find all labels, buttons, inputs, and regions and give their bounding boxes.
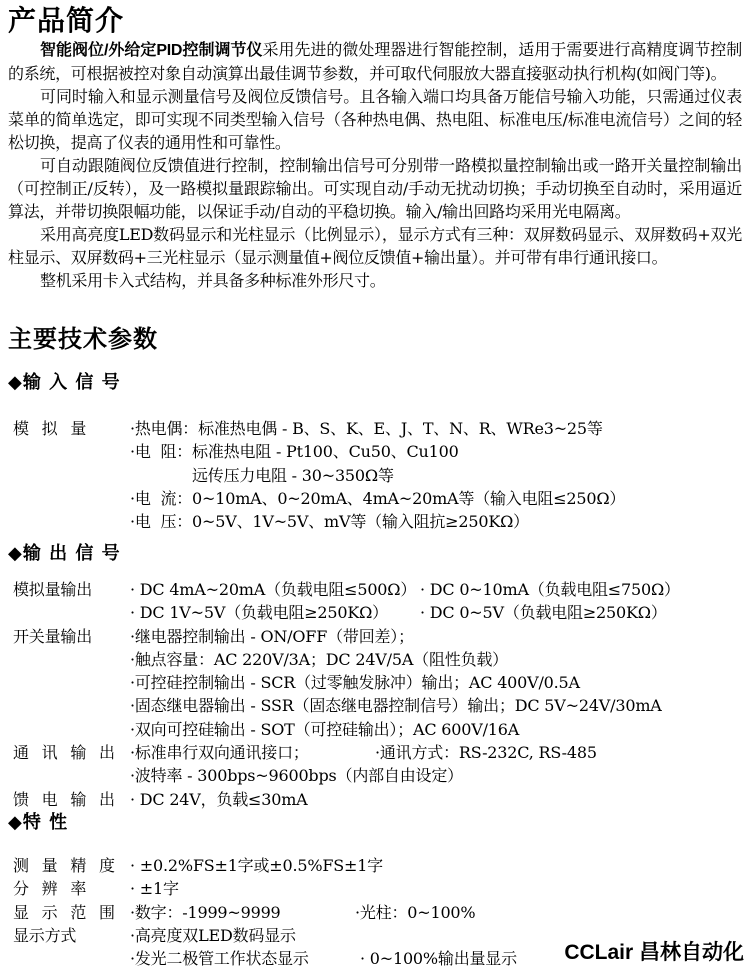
spec-line-dc-current-outputs [130, 578, 742, 601]
intro-paragraph-4: 采用高亮度LED数码显示和光柱显示（比例显示），显示方式有三种：双屏数码显示、双屏数码+双光柱显示、双屏数码+三光柱显示（显示测量值+阀位反馈值+输出量）。并可带有串行通讯接口。 [8, 225, 742, 267]
spec-label-display-mode: 显示方式 [13, 925, 77, 945]
spec-row-switch-output [8, 625, 742, 741]
dc-4-20ma: · DC 4mA~20mA（负载电阻≤500Ω） [130, 580, 417, 599]
spec-label-switch-output: 开关量输出 [13, 626, 93, 646]
spec-line-current: ·电 流：0~10mA、0~20mA、4mA~20mA等（输入电阻≤250Ω） [130, 488, 626, 508]
spec-values-resolution [130, 877, 742, 900]
spec-line-serial-interface [130, 741, 742, 764]
spec-line-contact-capacity: ·触点容量：AC 220V/3A；DC 24V/5A（阻性负载） [130, 649, 508, 669]
spec-row-display-range [8, 901, 742, 924]
spec-row-accuracy [8, 854, 742, 877]
intro-section [8, 38, 742, 292]
spec-values-comm-output [130, 741, 742, 788]
spec-line-display-range [130, 901, 742, 924]
section-title-tech-params: 主要技术参数 [8, 326, 158, 353]
page-title: 产品简介 [8, 5, 125, 36]
output-quantity-display: · 0~100%输出量显示 [360, 949, 517, 969]
spec-values-display-range [130, 901, 742, 924]
serial-interface: ·标准串行双向通讯接口； [130, 743, 309, 763]
brand-logo: CCLair 昌林自动化 [564, 941, 744, 964]
spec-label-feed-output: 馈 电 输 出 [13, 789, 115, 809]
spec-label-accuracy: 测 量 精 度 [13, 856, 115, 875]
spec-label-analog-quantity: 模 拟 量 [13, 419, 87, 438]
spec-values-switch-output [130, 625, 742, 741]
intro-paragraph-3: 可自动跟随阀位反馈值进行控制，控制输出信号可分别带一路模拟量控制输出或一路开关量控制输出（可控制正/反转），及一路模拟量跟踪输出。可实现自动/手动无扰动切换；手动切换至自动时，采用逼近算法，并带切换限幅功能，以保证手动/自动的平稳切换。输入/输出回路均采用光电隔离。 [8, 156, 742, 221]
digit-range: ·数字：-1999~9999 [130, 902, 281, 922]
dc-0-10ma: · DC 0~10mA（负载电阻≤750Ω） [420, 580, 680, 599]
spec-line-scr-output: ·可控硅控制输出 - SCR（过零触发脉冲）输出；AC 400V/0.5A [130, 673, 580, 693]
spec-row-analog-output [8, 578, 742, 625]
intro-paragraph-5: 整机采用卡入式结构，并具备多种标准外形尺寸。 [40, 271, 386, 290]
output-signal-heading: ◆输 出 信 号 [8, 543, 121, 564]
spec-row-resolution [8, 877, 742, 900]
output-signal-table [8, 578, 742, 811]
spec-label-resolution: 分 辨 率 [13, 879, 87, 899]
spec-line-dc24v-feed: · DC 24V，负载≤30mA [130, 789, 308, 809]
bar-range: ·光柱：0~100% [355, 902, 476, 922]
spec-line-resistance: ·电 阻：标准热电阻 - Pt100、Cu50、Cu100 [130, 442, 459, 462]
dc-0-5v: · DC 0~5V（负载电阻≥250KΩ） [420, 603, 667, 623]
spec-label-comm-output: 通 讯 输 出 [13, 743, 115, 763]
spec-line-dc-voltage-outputs [130, 601, 742, 624]
features-heading: ◆特 性 [8, 812, 69, 833]
spec-line-sot-output: ·双向可控硅输出 - SOT（可控硅输出）；AC 600V/16A [130, 719, 520, 739]
spec-row-analog-input [8, 417, 742, 533]
spec-row-feed-output [8, 788, 742, 811]
spec-line-led-display: ·高亮度双LED数码显示 [130, 925, 296, 945]
comm-protocols: ·通讯方式：RS-232C, RS-485 [375, 743, 597, 763]
intro-paragraph-1-text: 采用先进的微处理器进行智能控制，适用于需要进行高精度调节控制的系统，可根据被控对象自动演算出最佳调节参数，并可取代伺服放大器直接驱动执行机构(如阀门等)。 [8, 40, 742, 83]
spec-label-display-range: 显 示 范 围 [13, 902, 115, 922]
input-signal-heading: ◆输 入 信 号 [8, 372, 121, 393]
spec-line-ssr-output: ·固态继电器输出 - SSR（固态继电器控制信号）输出；DC 5V~24V/30mA [130, 696, 662, 716]
spec-line-voltage: ·电 压：0~5V、1V~5V、mV等（输入阻抗≥250KΩ） [130, 512, 529, 532]
spec-label-analog-output: 模拟量输出 [13, 580, 93, 599]
intro-paragraph-2: 可同时输入和显示测量信号及阀位反馈信号。且各输入端口均具备万能信号输入功能，只需通过仪表菜单的简单选定，即可实现不同类型输入信号（各种热电偶、热电阻、标准电压/标准电流信号）之间的轻松切换，提高了仪表的通用性和可靠性。 [8, 87, 742, 152]
input-signal-table [8, 417, 742, 533]
spec-line-accuracy: · ±0.2%FS±1字或±0.5%FS±1字 [130, 856, 383, 875]
product-name-bold: 智能阀位/外给定PID控制调节仪 [40, 42, 263, 59]
spec-values-analog-input [130, 417, 742, 533]
spec-values-analog-output [130, 578, 742, 625]
intro-paragraph-1 [8, 38, 742, 85]
dc-1-5v: · DC 1V~5V（负载电阻≥250KΩ） [130, 603, 388, 623]
spec-values-accuracy [130, 854, 742, 877]
spec-line-thermocouple: ·热电偶：标准热电偶 - B、S、K、E、J、T、N、R、WRe3~25等 [130, 419, 603, 438]
spec-line-resolution: · ±1字 [130, 879, 179, 899]
spec-row-comm-output [8, 741, 742, 788]
spec-line-relay-output: ·继电器控制输出 - ON/OFF（带回差）； [130, 626, 414, 646]
led-status-display: ·发光二极管工作状态显示 [130, 949, 309, 969]
spec-line-remote-pressure-resistance: 远传压力电阻 - 30~350Ω等 [192, 465, 394, 485]
spec-line-baud-rate: ·波特率 - 300bps~9600bps（内部自由设定） [130, 766, 463, 786]
spec-values-feed-output [130, 788, 742, 811]
